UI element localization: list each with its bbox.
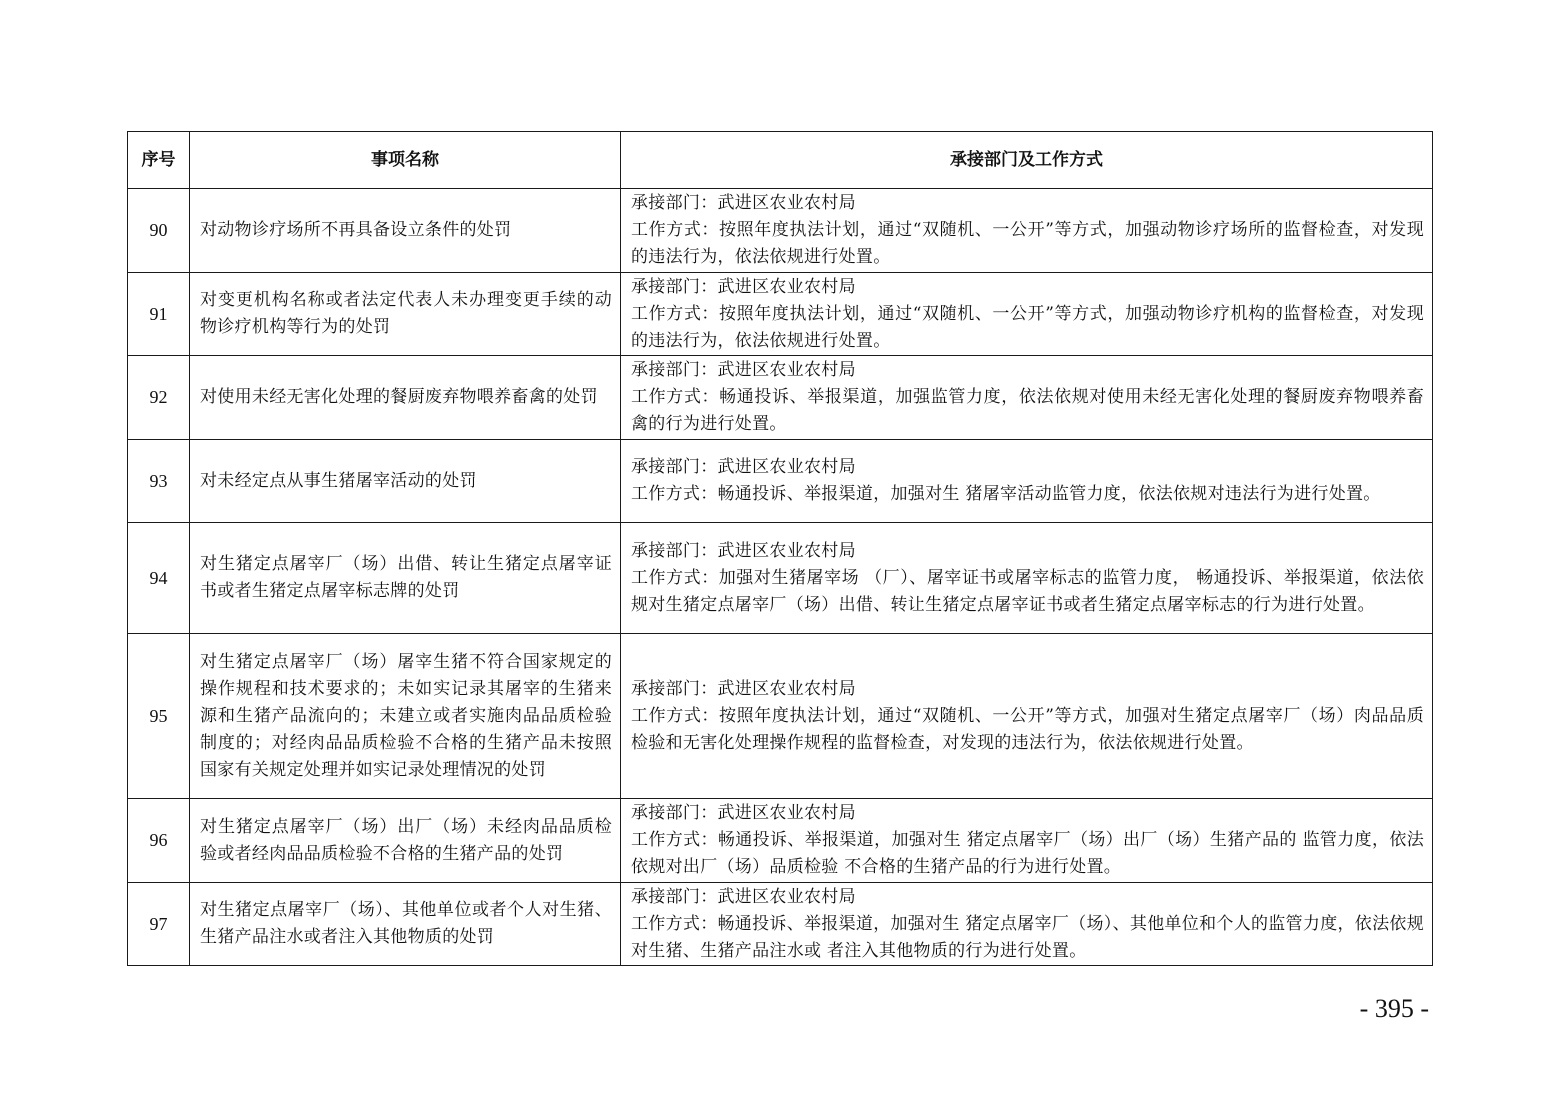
row-method: 工作方式：畅通投诉、举报渠道，加强对生 猪屠宰活动监管力度，依法依规对违法行为进行处置。 — [631, 484, 1381, 504]
table-row — [128, 273, 1433, 356]
row-seq: 91 — [128, 273, 190, 356]
table-row — [128, 189, 1433, 273]
header-seq: 序号 — [128, 132, 190, 189]
row-method: 工作方式：按照年度执法计划，通过“双随机、一公开”等方式，加强对生猪定点屠宰厂（场）肉品品质检验和无害化处理操作规程的监督检查，对发现的违法行为，依法依规进行处置。 — [631, 705, 1424, 753]
row-seq: 97 — [128, 883, 190, 966]
row-dept: 承接部门：武进区农业农村局 — [631, 360, 856, 380]
row-seq: 95 — [128, 634, 190, 799]
row-seq: 96 — [128, 799, 190, 883]
row-method: 工作方式：畅通投诉、举报渠道，加强对生 猪定点屠宰厂（场）、其他单位和个人的监管力度，依法依规对生猪、生猪产品注水或 者注入其他物质的行为进行处置。 — [631, 913, 1425, 961]
row-item-name: 对未经定点从事生猪屠宰活动的处罚 — [190, 440, 621, 523]
row-item-name: 对动物诊疗场所不再具备设立条件的处罚 — [190, 189, 621, 273]
row-dept: 承接部门：武进区农业农村局 — [631, 540, 856, 561]
row-method: 工作方式：按照年度执法计划，通过“双随机、一公开”等方式，加强动物诊疗机构的监督检查，对发现的违法行为，依法依规进行处置。 — [631, 303, 1424, 351]
row-dept-cell — [621, 356, 1433, 440]
table-row — [128, 356, 1433, 440]
table-header-row — [128, 132, 1433, 189]
row-dept-cell — [621, 189, 1433, 273]
row-method: 工作方式：按照年度执法计划，通过“双随机、一公开”等方式，加强动物诊疗场所的监督检查，对发现的违法行为，依法依规进行处置。 — [631, 220, 1424, 267]
row-method: 工作方式：畅通投诉、举报渠道，加强监管力度，依法依规对使用未经无害化处理的餐厨废弃物喂养畜禽的行为进行处置。 — [631, 387, 1424, 434]
row-dept-cell — [621, 440, 1433, 523]
page-number: - 395 - — [1359, 994, 1429, 1023]
row-seq: 93 — [128, 440, 190, 523]
row-dept-cell — [621, 634, 1433, 799]
items-table — [127, 131, 1433, 966]
row-seq: 90 — [128, 189, 190, 273]
row-dept: 承接部门：武进区农业农村局 — [631, 276, 856, 297]
row-seq: 92 — [128, 356, 190, 440]
table-row — [128, 440, 1433, 523]
row-dept-cell — [621, 523, 1433, 634]
row-dept: 承接部门：武进区农业农村局 — [631, 803, 856, 823]
row-dept: 承接部门：武进区农业农村局 — [631, 193, 856, 213]
table-row — [128, 883, 1433, 966]
table-row — [128, 523, 1433, 634]
row-item-name: 对生猪定点屠宰厂（场）出厂（场）未经肉品品质检验或者经肉品品质检验不合格的生猪产品的处罚 — [190, 799, 621, 883]
row-dept: 承接部门：武进区农业农村局 — [631, 457, 856, 477]
row-dept: 承接部门：武进区农业农村局 — [631, 886, 856, 907]
row-dept-cell — [621, 883, 1433, 966]
header-item-name: 事项名称 — [190, 132, 621, 189]
row-dept-cell — [621, 273, 1433, 356]
row-dept: 承接部门：武进区农业农村局 — [631, 678, 856, 699]
row-item-name: 对生猪定点屠宰厂（场）、其他单位或者个人对生猪、生猪产品注水或者注入其他物质的处罚 — [190, 883, 621, 966]
row-method: 工作方式：畅通投诉、举报渠道，加强对生 猪定点屠宰厂（场）出厂（场）生猪产品的 监管力度，依法依规对出厂（场）品质检验 不合格的生猪产品的行为进行处置。 — [631, 830, 1424, 877]
row-method: 工作方式：加强对生猪屠宰场 （厂）、屠宰证书或屠宰标志的监管力度， 畅通投诉、举报渠道，依法依规对生猪定点屠宰厂（场）出借、转让生猪定点屠宰证书或者生猪定点屠宰标志的行为进行处置。 — [631, 567, 1424, 615]
header-dept-method: 承接部门及工作方式 — [621, 132, 1433, 189]
table-row — [128, 799, 1433, 883]
row-dept-cell — [621, 799, 1433, 883]
row-item-name: 对生猪定点屠宰厂（场）屠宰生猪不符合国家规定的操作规程和技术要求的；未如实记录其屠宰的生猪来源和生猪产品流向的；未建立或者实施肉品品质检验制度的；对经肉品品质检验不合格的生猪产品未按照国家有关规定处理并如实记录处理情况的处罚 — [190, 634, 621, 799]
row-item-name: 对生猪定点屠宰厂（场）出借、转让生猪定点屠宰证书或者生猪定点屠宰标志牌的处罚 — [190, 523, 621, 634]
row-item-name: 对使用未经无害化处理的餐厨废弃物喂养畜禽的处罚 — [190, 356, 621, 440]
row-seq: 94 — [128, 523, 190, 634]
table-row — [128, 634, 1433, 799]
row-item-name: 对变更机构名称或者法定代表人未办理变更手续的动物诊疗机构等行为的处罚 — [190, 273, 621, 356]
